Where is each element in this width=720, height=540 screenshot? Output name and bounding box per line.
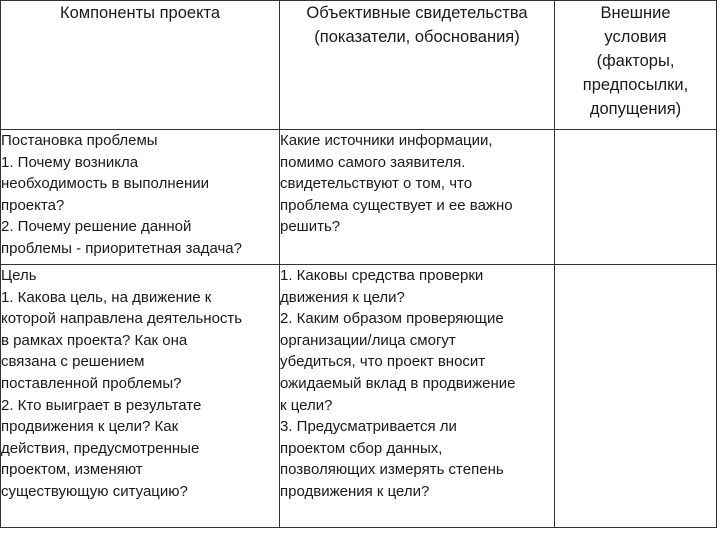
header-conditions-line: предпосылки, <box>582 76 689 94</box>
cell-goal-evidence <box>280 265 555 528</box>
cell-line: позволяющих измерять степень <box>280 461 504 479</box>
cell-line: которой направлена деятельность <box>1 310 243 328</box>
cell-line: существующую ситуацию? <box>1 482 188 500</box>
header-conditions-line: (факторы, <box>596 52 675 70</box>
table-row <box>1 265 717 528</box>
cell-line: продвижения к цели? Как <box>1 418 179 436</box>
cell-line: проектом сбор данных, <box>280 439 443 457</box>
cell-line: 1. Каковы средства проверки <box>280 267 484 284</box>
header-components-line: Компоненты проекта <box>59 4 221 22</box>
header-conditions-line: условия <box>604 28 667 46</box>
cell-line: 2. Кто выиграет в результате <box>1 396 202 414</box>
cell-problem-conditions <box>555 130 717 265</box>
cell-line: связана с решением <box>1 353 145 371</box>
header-evidence-line: (показатели, обоснования) <box>314 28 520 46</box>
table-row <box>1 130 717 265</box>
header-evidence-line: Объективные свидетельства <box>306 4 528 22</box>
cell-goal-component <box>1 265 280 528</box>
cell-line: проекта? <box>1 196 65 214</box>
cell-line: убедиться, что проект вносит <box>280 353 486 371</box>
cell-line: ожидаемый вклад в продвижение <box>280 374 516 392</box>
cell-line: 2. Почему решение данной <box>1 218 192 236</box>
header-evidence <box>280 1 555 130</box>
cell-line: к цели? <box>280 396 333 414</box>
row-title: Постановка проблемы <box>1 132 158 149</box>
cell-line: 1. Какова цель, на движение к <box>1 288 212 306</box>
cell-line: необходимость в выполнении <box>1 175 209 193</box>
cell-line: 3. Предусматривается ли <box>280 418 457 436</box>
cell-line: действия, предусмотренные <box>1 439 200 457</box>
cell-line: Какие источники информации, <box>280 132 493 149</box>
header-conditions <box>555 1 717 130</box>
cell-line: поставленной проблемы? <box>1 374 182 392</box>
cell-line: в рамках проекта? Как она <box>1 331 188 349</box>
header-components <box>1 1 280 130</box>
cell-line: 1. Почему возникла <box>1 153 139 171</box>
cell-goal-conditions <box>555 265 717 528</box>
cell-line: проектом, изменяют <box>1 461 143 479</box>
cell-problem-evidence <box>280 130 555 265</box>
cell-line: движения к цели? <box>280 288 405 306</box>
cell-line: продвижения к цели? <box>280 482 430 500</box>
row-title: Цель <box>1 267 37 284</box>
cell-line: решить? <box>280 218 341 236</box>
cell-problem-component <box>1 130 280 265</box>
cell-line: помимо самого заявителя. <box>280 153 466 171</box>
header-conditions-line: допущения) <box>589 100 682 118</box>
cell-line: 2. Каким образом проверяющие <box>280 310 504 328</box>
cell-line: проблемы - приоритетная задача? <box>1 239 242 257</box>
cell-line: свидетельствуют о том, что <box>280 175 473 193</box>
header-conditions-line: Внешние <box>600 4 671 22</box>
cell-line: организации/лица смогут <box>280 331 456 349</box>
cell-line: проблема существует и ее важно <box>280 196 513 214</box>
